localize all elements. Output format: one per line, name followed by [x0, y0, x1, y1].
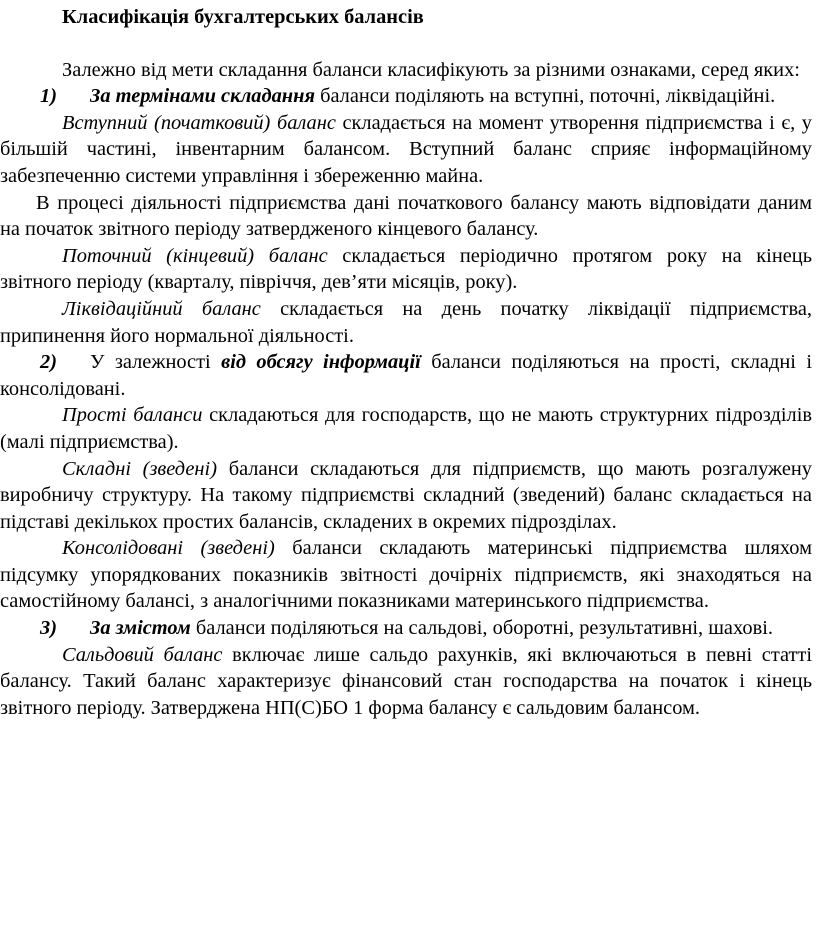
consolidated-balance-paragraph — [0, 535, 812, 615]
current-balance-term: Поточний (кінцевий) баланс — [62, 244, 328, 267]
saldo-balance-text: включає лише сальдо рахунків, які включаються в певні статті балансу. Такий баланс характеризує фінансовий стан господарства на початок і кінець звітного періоду. Затверджена НП(С)БО 1 форма балансу є сальдовим балансом. — [0, 643, 812, 719]
intro-balance-paragraph — [0, 110, 812, 190]
complex-balance-term: Складні (зведені) — [62, 457, 217, 480]
simple-balance-term: Прості баланси — [62, 404, 203, 427]
complex-balance-paragraph — [0, 456, 812, 536]
section-3-paragraph — [0, 615, 812, 642]
section-3-number: 3) — [40, 617, 57, 640]
section-2-lead: від обсягу інформації — [221, 351, 421, 374]
saldo-balance-paragraph — [0, 642, 812, 722]
liquidation-balance-term: Ліквідаційний баланс — [62, 297, 261, 320]
current-balance-paragraph — [0, 243, 812, 296]
section-3-text: баланси поділяються на сальдові, оборотні, результативні, шахові. — [190, 617, 773, 640]
section-2-number: 2) — [40, 351, 57, 374]
consolidated-balance-text: баланси складають материнські підприємства шляхом підсумку упорядкованих показників звітності дочірніх підприємств, які знаходяться на самостійному балансі, з аналогічними показниками материнського підприємства. — [0, 537, 812, 613]
intro-paragraph: Залежно від мети складання баланси класифікують за різними ознаками, серед яких: — [62, 58, 800, 81]
section-1-paragraph — [0, 83, 812, 110]
complex-balance-text: баланси складаються для підприємств, що мають розгалужену виробничу структуру. На такому підприємстві складний (зведений) баланс складається на підставі декількох простих балансів, складених в окремих підрозділах. — [0, 457, 812, 533]
current-balance-text: складається періодично протягом року на кінець звітного періоду (кварталу, півріччя, дев’яти місяців, року). — [0, 244, 812, 294]
consolidated-balance-term: Консолідовані (зведені) — [62, 537, 275, 560]
liquidation-balance-paragraph — [0, 296, 812, 349]
liquidation-balance-text: складається на день початку ліквідації підприємства, припинення його нормальної діяльності. — [0, 297, 812, 347]
section-2-pre: У залежності — [90, 351, 222, 374]
process-paragraph: В процесі діяльності підприємства дані початкового балансу мають відповідати даним на початок звітного періоду затвердженого кінцевого балансу. — [0, 191, 812, 241]
simple-balance-text: складаються для господарств, що не мають структурних підрозділів (малі підприємства). — [0, 404, 812, 453]
intro-balance-term: Вступний (початковий) баланс — [62, 111, 336, 134]
section-1-text: баланси поділяють на вступні, поточні, ліквідаційні. — [314, 85, 776, 108]
blank-line — [0, 31, 812, 57]
section-1-lead: За термінами складання — [90, 85, 315, 108]
document-title: Класифікація бухгалтерських балансів — [62, 6, 424, 28]
saldo-balance-term: Сальдовий баланс — [62, 643, 223, 666]
intro-balance-text: складається на момент утворення підприємства і є, у більшій частині, інвентарним балансом. Вступний баланс сприяє інформаційному забезпеченню системи управління і збереженню майна. — [0, 111, 812, 187]
section-2-paragraph — [0, 349, 812, 402]
section-2-text: баланси поділяються на прості, складні і консолідовані. — [0, 351, 812, 400]
simple-balance-paragraph — [0, 402, 812, 455]
section-1-number: 1) — [40, 85, 57, 108]
section-3-lead: За змістом — [90, 617, 191, 640]
